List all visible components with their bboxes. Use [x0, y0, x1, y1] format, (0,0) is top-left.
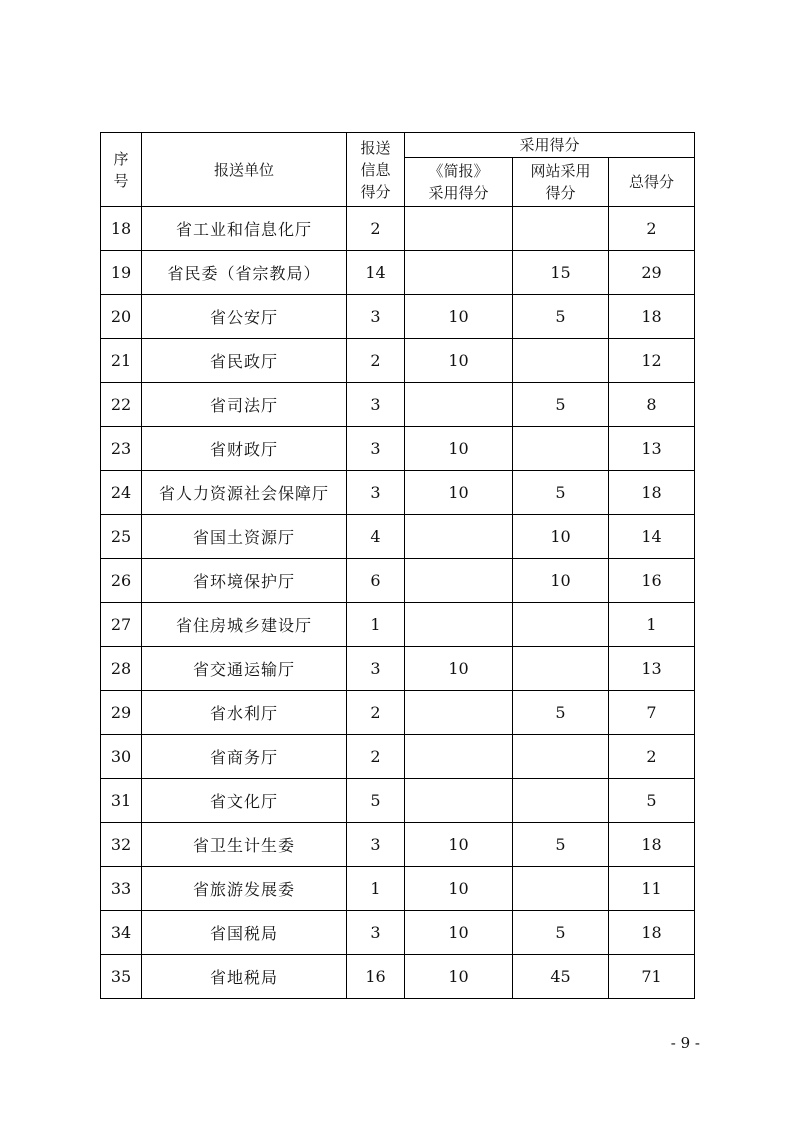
cell-unit: 省司法厅	[142, 383, 347, 427]
table-row	[101, 735, 695, 779]
table-row	[101, 251, 695, 295]
cell-website-score: 10	[513, 515, 609, 559]
cell-website-score	[513, 735, 609, 779]
cell-seq: 28	[101, 647, 142, 691]
cell-bulletin-score: 10	[405, 955, 513, 999]
cell-total-score: 13	[609, 647, 695, 691]
table-row	[101, 339, 695, 383]
cell-total-score: 5	[609, 779, 695, 823]
cell-bulletin-score	[405, 603, 513, 647]
cell-total-score: 2	[609, 735, 695, 779]
cell-unit: 省公安厅	[142, 295, 347, 339]
cell-seq: 27	[101, 603, 142, 647]
cell-seq: 34	[101, 911, 142, 955]
cell-report-score: 4	[347, 515, 405, 559]
cell-report-score: 2	[347, 207, 405, 251]
cell-bulletin-score	[405, 515, 513, 559]
cell-report-score: 3	[347, 471, 405, 515]
cell-unit: 省地税局	[142, 955, 347, 999]
cell-report-score: 2	[347, 735, 405, 779]
cell-report-score: 3	[347, 427, 405, 471]
cell-total-score: 2	[609, 207, 695, 251]
cell-total-score: 12	[609, 339, 695, 383]
header-bulletin: 《简报》 采用得分	[405, 158, 513, 207]
cell-seq: 31	[101, 779, 142, 823]
cell-website-score: 15	[513, 251, 609, 295]
cell-total-score: 18	[609, 471, 695, 515]
cell-website-score: 5	[513, 471, 609, 515]
cell-seq: 22	[101, 383, 142, 427]
cell-total-score: 11	[609, 867, 695, 911]
cell-bulletin-score: 10	[405, 867, 513, 911]
cell-unit: 省旅游发展委	[142, 867, 347, 911]
cell-unit: 省卫生计生委	[142, 823, 347, 867]
cell-seq: 20	[101, 295, 142, 339]
cell-website-score: 5	[513, 911, 609, 955]
table-row	[101, 559, 695, 603]
cell-bulletin-score	[405, 779, 513, 823]
table-header	[101, 133, 695, 207]
cell-seq: 30	[101, 735, 142, 779]
cell-seq: 26	[101, 559, 142, 603]
cell-bulletin-score	[405, 251, 513, 295]
header-seq: 序 号	[101, 133, 142, 207]
cell-website-score: 5	[513, 295, 609, 339]
cell-unit: 省住房城乡建设厅	[142, 603, 347, 647]
cell-unit: 省国税局	[142, 911, 347, 955]
cell-seq: 18	[101, 207, 142, 251]
cell-unit: 省水利厅	[142, 691, 347, 735]
cell-website-score: 10	[513, 559, 609, 603]
table-row	[101, 427, 695, 471]
cell-report-score: 2	[347, 339, 405, 383]
cell-report-score: 3	[347, 383, 405, 427]
table-body	[101, 207, 695, 999]
cell-unit: 省人力资源社会保障厅	[142, 471, 347, 515]
header-website: 网站采用 得分	[513, 158, 609, 207]
cell-total-score: 13	[609, 427, 695, 471]
table-row	[101, 691, 695, 735]
table-row	[101, 779, 695, 823]
table-row	[101, 955, 695, 999]
cell-seq: 21	[101, 339, 142, 383]
cell-bulletin-score: 10	[405, 427, 513, 471]
cell-seq: 24	[101, 471, 142, 515]
cell-report-score: 14	[347, 251, 405, 295]
cell-bulletin-score: 10	[405, 339, 513, 383]
table-row	[101, 383, 695, 427]
cell-unit: 省民政厅	[142, 339, 347, 383]
cell-seq: 29	[101, 691, 142, 735]
cell-website-score	[513, 603, 609, 647]
cell-unit: 省环境保护厅	[142, 559, 347, 603]
cell-bulletin-score	[405, 383, 513, 427]
cell-total-score: 8	[609, 383, 695, 427]
score-table	[100, 132, 695, 999]
cell-seq: 33	[101, 867, 142, 911]
cell-report-score: 6	[347, 559, 405, 603]
cell-report-score: 1	[347, 603, 405, 647]
cell-report-score: 3	[347, 647, 405, 691]
header-report-score: 报送 信息 得分	[347, 133, 405, 207]
cell-website-score	[513, 427, 609, 471]
table-row	[101, 647, 695, 691]
cell-website-score: 5	[513, 383, 609, 427]
cell-bulletin-score: 10	[405, 471, 513, 515]
cell-unit: 省文化厅	[142, 779, 347, 823]
table-row	[101, 471, 695, 515]
cell-unit: 省国土资源厅	[142, 515, 347, 559]
cell-bulletin-score: 10	[405, 647, 513, 691]
cell-website-score: 45	[513, 955, 609, 999]
cell-unit: 省财政厅	[142, 427, 347, 471]
cell-total-score: 18	[609, 295, 695, 339]
cell-total-score: 29	[609, 251, 695, 295]
cell-unit: 省商务厅	[142, 735, 347, 779]
cell-website-score	[513, 207, 609, 251]
cell-website-score: 5	[513, 691, 609, 735]
cell-website-score	[513, 647, 609, 691]
cell-seq: 32	[101, 823, 142, 867]
table-row	[101, 207, 695, 251]
cell-website-score	[513, 867, 609, 911]
cell-website-score: 5	[513, 823, 609, 867]
table-row	[101, 515, 695, 559]
cell-seq: 19	[101, 251, 142, 295]
cell-report-score: 5	[347, 779, 405, 823]
cell-seq: 23	[101, 427, 142, 471]
header-unit: 报送单位	[142, 133, 347, 207]
cell-bulletin-score: 10	[405, 823, 513, 867]
table-row	[101, 603, 695, 647]
cell-total-score: 18	[609, 911, 695, 955]
table-row	[101, 823, 695, 867]
cell-bulletin-score	[405, 691, 513, 735]
cell-report-score: 16	[347, 955, 405, 999]
cell-seq: 35	[101, 955, 142, 999]
cell-total-score: 71	[609, 955, 695, 999]
cell-report-score: 3	[347, 295, 405, 339]
cell-bulletin-score	[405, 735, 513, 779]
cell-unit: 省民委（省宗教局）	[142, 251, 347, 295]
header-total: 总得分	[609, 158, 695, 207]
cell-bulletin-score	[405, 207, 513, 251]
cell-unit: 省工业和信息化厅	[142, 207, 347, 251]
page-number: - 9 -	[670, 1034, 700, 1052]
cell-total-score: 1	[609, 603, 695, 647]
cell-total-score: 7	[609, 691, 695, 735]
cell-bulletin-score	[405, 559, 513, 603]
cell-bulletin-score: 10	[405, 295, 513, 339]
table-row	[101, 867, 695, 911]
cell-website-score	[513, 779, 609, 823]
table-row	[101, 911, 695, 955]
cell-total-score: 18	[609, 823, 695, 867]
header-adopt-group: 采用得分	[405, 133, 695, 158]
cell-report-score: 3	[347, 911, 405, 955]
cell-report-score: 3	[347, 823, 405, 867]
cell-unit: 省交通运输厅	[142, 647, 347, 691]
cell-report-score: 2	[347, 691, 405, 735]
cell-seq: 25	[101, 515, 142, 559]
cell-website-score	[513, 339, 609, 383]
cell-report-score: 1	[347, 867, 405, 911]
cell-total-score: 16	[609, 559, 695, 603]
cell-bulletin-score: 10	[405, 911, 513, 955]
cell-total-score: 14	[609, 515, 695, 559]
table-row	[101, 295, 695, 339]
